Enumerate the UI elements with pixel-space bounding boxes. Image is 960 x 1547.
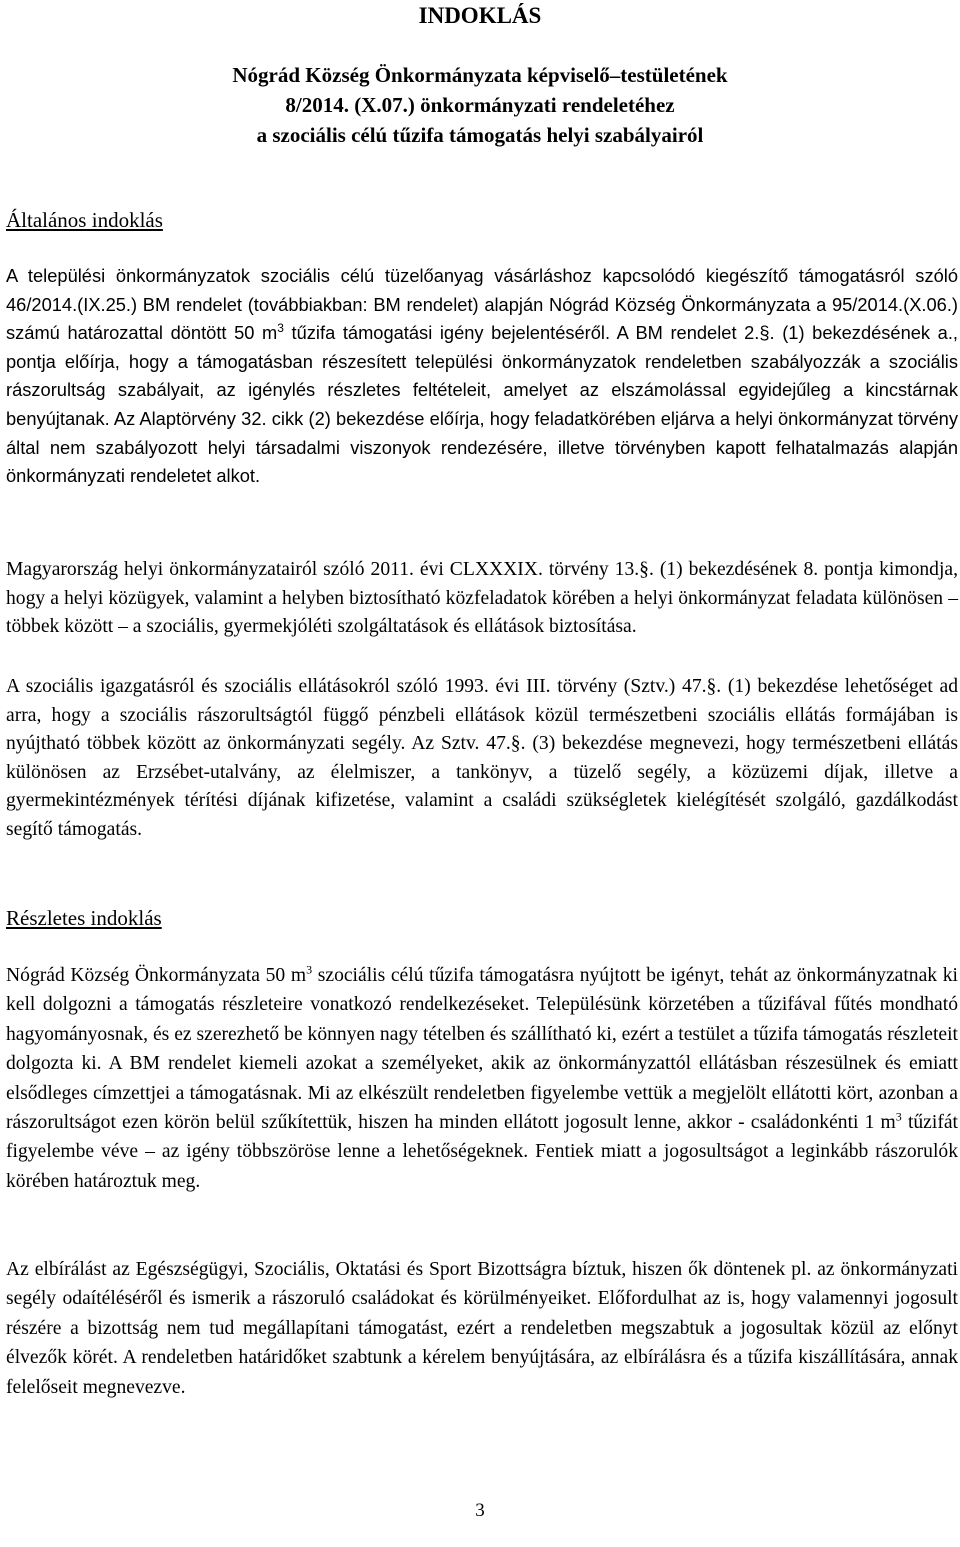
superscript-cubic: 3 — [895, 1109, 902, 1124]
general-paragraph-1-text-a: A települési önkormányzatok szociális célú tüzelőanyag vásárláshoz kapcsolódó kiegészítő támogatásról szóló 46/2014.(IX.25.) BM rendelet (továbbiakban: BM rendelet) alapján Nógrád Község Önkormányzata a 95/2014.(X.06.) számú határozattal döntött 50 m — [6, 265, 958, 344]
general-paragraph-2 — [6, 556, 958, 642]
general-paragraph-2-text: Magyarország helyi önkormányzatairól szóló 2011. évi CLXXXIX. törvény 13.§. (1) bekezdésének 8. pontja kimondja, hogy a helyi közügyek, valamint a helyben biztosítható közfeladatok körében a helyi önkormányzat feladata különösen – többek között – a szociális, gyermekjóléti szolgáltatások és ellátások biztosítása. — [6, 559, 958, 638]
detailed-paragraph-2 — [6, 1255, 958, 1402]
subtitle-line-1: Nógrád Község Önkormányzata képviselő–testületének — [232, 63, 728, 87]
detailed-justification-heading: Részletes indoklás — [6, 906, 162, 930]
detailed-paragraph-1-text-b: szociális célú tűzifa támogatásra nyújtott be igényt, tehát az önkormányzatnak ki kell dolgozni a támogatás részleteire vonatkozó rendelkezéseket. Településünk körzetében a tűzifával fűtés mondható hagyományosnak, és ez szerezhető be könnyen nagy tételben és szállítható ki, ezért a testület a tűzifa támogatás részleteit dolgozta ki. A BM rendelet kiemeli azokat a személyeket, akik az önkormányzattól ellátásban részesülnek és emiatt elsődleges címzettjei a támogatásnak. Mi az elkészült rendeletben figyelembe vettük a megjelölt ellátotti kört, azonban a rászorultságot ezen körön belül szűkítettük, hiszen ha minden ellátott jogosult lenne, akkor - családonkénti 1 m — [6, 965, 958, 1134]
detailed-paragraph-1 — [6, 961, 958, 1196]
general-paragraph-1-text-b: tűzifa támogatási igény bejelentéséről. A BM rendelet 2.§. (1) bekezdésének a., pontja előírja, hogy a támogatásban részesített települési önkormányzatok rendeletben szabályozzák a szociális rászorultság szabályait, az igénylés részletes feltételeit, amelyet az elszámolással egyidejűleg a kincstárnak benyújtanak. Az Alaptörvény 32. cikk (2) bekezdése előírja, hogy feladatkörében eljárva a helyi önkormányzat törvény által nem szabályozott helyi társadalmi viszonyok rendezésére, illetve törvényben kapott felhatalmazás alapján önkormányzati rendeletet alkot. — [6, 322, 958, 487]
page-number: 3 — [475, 1500, 485, 1521]
subtitle-line-3: a szociális célú tűzifa támogatás helyi szabályairól — [256, 123, 704, 147]
superscript-cubic: 3 — [306, 962, 313, 977]
general-justification-heading: Általános indoklás — [6, 208, 163, 232]
subtitle-line-2: 8/2014. (X.07.) önkormányzati rendeletéhez — [285, 93, 675, 117]
detailed-paragraph-1-text-a: Nógrád Község Önkormányzata 50 m — [6, 965, 307, 986]
general-paragraph-3-text: A szociális igazgatásról és szociális ellátásokról szóló 1993. évi III. törvény (Sztv.) 47.§. (1) bekezdése lehetőséget ad arra, hogy a szociális rászorultságtól függő pénzbeli ellátások közül természetbeni szociális ellátás formájában is nyújtható többek között az önkormányzati segély. Az Sztv. 47.§. (3) bekezdése megnevezi, hogy természetbeni ellátás különösen az Erzsébet-utalvány, az élelmiszer, a tankönyv, a tüzelő segély, a közüzemi díjak, illetve a gyermekintézmények térítési díjának kifizetése, valamint a családi szükségletek kielégítését szolgáló, gazdálkodást segítő támogatás. — [6, 676, 958, 840]
detailed-paragraph-1-text-c: tűzifát figyelembe véve – az igény többszöröse lenne a lehetőségeknek. Fentiek miatt a jogosultságot a leginkább rászorulók körében határoztuk meg. — [6, 1112, 958, 1192]
superscript-cubic: 3 — [277, 321, 284, 336]
general-paragraph-3 — [6, 673, 958, 845]
general-paragraph-1 — [6, 262, 958, 491]
document-title: INDOKLÁS — [418, 3, 542, 28]
detailed-paragraph-2-text: Az elbírálást az Egészségügyi, Szociális, Oktatási és Sport Bizottságra bíztuk, hiszen ők döntenek pl. az önkormányzati segély odaítéléséről és ismerik a rászoruló családokat és körülményeiket. Előfordulhat az is, hogy valamennyi jogosult részére a bizottság nem tud megállapítani támogatást, ezért a rendeletben megszabtuk a jogosultak közül az előnyt élvezők körét. A rendeletben határidőket szabtunk a kérelem benyújtására, az elbírálásra és a tűzifa kiszállítására, annak felelőseit megnevezve. — [6, 1259, 958, 1398]
